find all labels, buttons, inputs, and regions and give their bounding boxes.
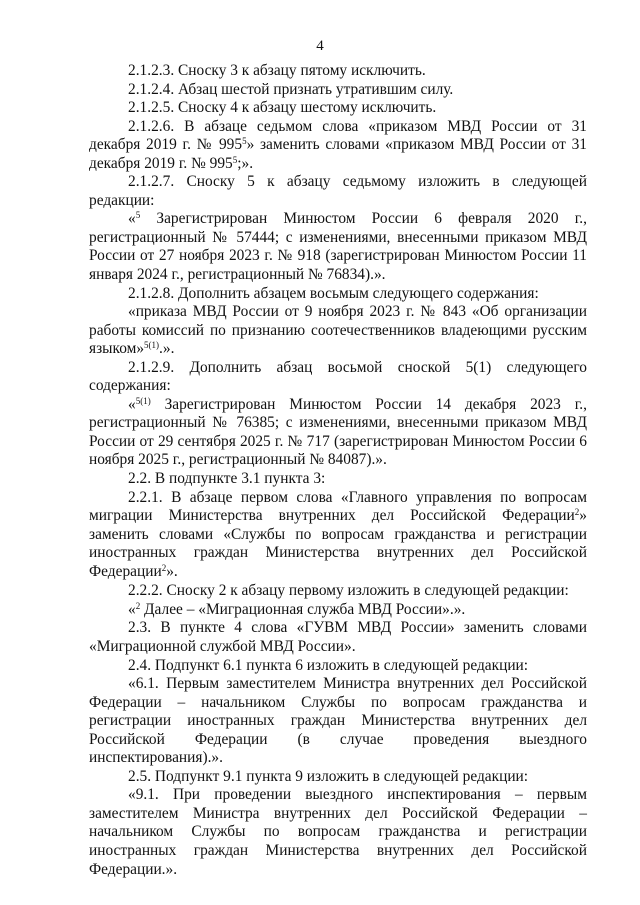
paragraph-6-1-text: «6.1. Первым заместителем Министра внутренних дел Российской Федерации – начальником Службы по вопросам гражданства и регистрации иностранных граждан Министерства внутренних дел Российской Федерации (в случае проведения выездного инспектирования).». (89, 675, 587, 767)
text-run: 2.1.2.6. В абзаце седьмом слова «приказом МВД России от 31 декабря 2019 г. № 995 (89, 117, 587, 154)
footnote-5-1-text (89, 396, 587, 470)
paragraph-2-1-2-5: 2.1.2.5. Сноску 4 к абзацу шестому исключить. (128, 99, 437, 117)
paragraph-2-2-2: 2.2.2. Сноску 2 к абзацу первому изложить в следующей редакции: (128, 582, 569, 600)
text-run: «приказа МВД России от 9 ноября 2023 г. № 843 «Об организации работы комиссий по признанию соотечественников владеющими русским языком» (89, 303, 587, 358)
text-run: Зарегистрирован Минюстом России 6 февраля 2020 г., регистрационный № 57444; с изменениями, внесенными приказом МВД России от 27 ноября 2023 г. № 918 (зарегистрирован Минюстом России 11 января 2024 г., регистрационный № 76834).». (89, 210, 587, 284)
paragraph-2-1-2-8: 2.1.2.8. Дополнить абзацем восьмым следующего содержания: (128, 284, 539, 302)
text-run: « (128, 395, 136, 413)
document-body (89, 62, 587, 879)
text-run: 2.2.1. В абзаце первом слова «Главного управления по вопросам миграции Министерства внутренних дел Российской Федерации (89, 488, 587, 525)
footnote-mark: 5(1) (135, 395, 151, 406)
paragraph-2-1-2-3: 2.1.2.3. Сноску 3 к абзацу пятому исключить. (128, 62, 426, 79)
footnote-5-text (89, 210, 587, 284)
text-run: » заменить словами «Службы по вопросам гражданства и регистрации иностранных граждан Министерства внутренних дел Российской Федерации (89, 507, 587, 580)
text-run: ». (166, 562, 178, 580)
paragraph-2-3: 2.3. В пункте 4 слова «ГУВМ МВД России» заменить словами «Миграционной службой МВД России». (89, 619, 587, 655)
footnote-mark: 5(1) (144, 340, 160, 351)
paragraph-2-1-2-4: 2.1.2.4. Абзац шестой признать утратившим силу. (128, 80, 454, 98)
text-run: » заменить словами «приказом МВД России от 31 декабря 2019 г. № 995 (89, 136, 587, 172)
footnote-2-text (89, 601, 587, 620)
footnote-mark: 2 (161, 562, 167, 573)
page-number: 4 (316, 38, 324, 54)
paragraph-2-2-1 (89, 489, 587, 582)
text-run: ;». (237, 154, 254, 172)
text-run: .». (159, 340, 175, 358)
text-run: « (128, 600, 136, 618)
paragraph-2-2: 2.2. В подпункте 3.1 пункта 3: (128, 470, 326, 488)
new-paragraph-text (89, 303, 587, 359)
text-run: Далее – «Миграционная служба МВД России».». (140, 600, 466, 618)
footnote-mark: 2 (574, 507, 580, 518)
footnote-mark: 5 (135, 210, 141, 221)
text-run: Зарегистрирован Минюстом России 14 декабря 2023 г., регистрационный № 76385; с изменениями, внесенными приказом МВД России от 29 сентября 2025 г. № 717 (зарегистрирован Минюстом России 6 ноября 2025 г., регистрационный № 84087).». (89, 395, 587, 469)
text-run: « (128, 210, 136, 228)
paragraph-2-1-2-6 (89, 118, 587, 174)
paragraph-2-4: 2.4. Подпункт 6.1 пункта 6 изложить в следующей редакции: (128, 656, 529, 674)
paragraph-2-1-2-9: 2.1.2.9. Дополнить абзац восьмой сноской 5(1) следующего содержания: (89, 358, 587, 395)
footnote-mark: 5 (232, 154, 238, 165)
footnote-mark: 2 (135, 600, 141, 611)
paragraph-2-5: 2.5. Подпункт 9.1 пункта 9 изложить в следующей редакции: (128, 767, 529, 785)
paragraph-9-1-text: «9.1. При проведении выездного инспектирования – первым заместителем Министра внутренних дел Российской Федерации – начальником Службы по вопросам гражданства и регистрации иностранных граждан Министерства внутренних дел Российской Федерации.». (89, 786, 587, 878)
footnote-mark: 5 (242, 136, 247, 147)
paragraph-2-1-2-7: 2.1.2.7. Сноску 5 к абзацу седьмому изложить в следующей редакции: (89, 173, 587, 209)
